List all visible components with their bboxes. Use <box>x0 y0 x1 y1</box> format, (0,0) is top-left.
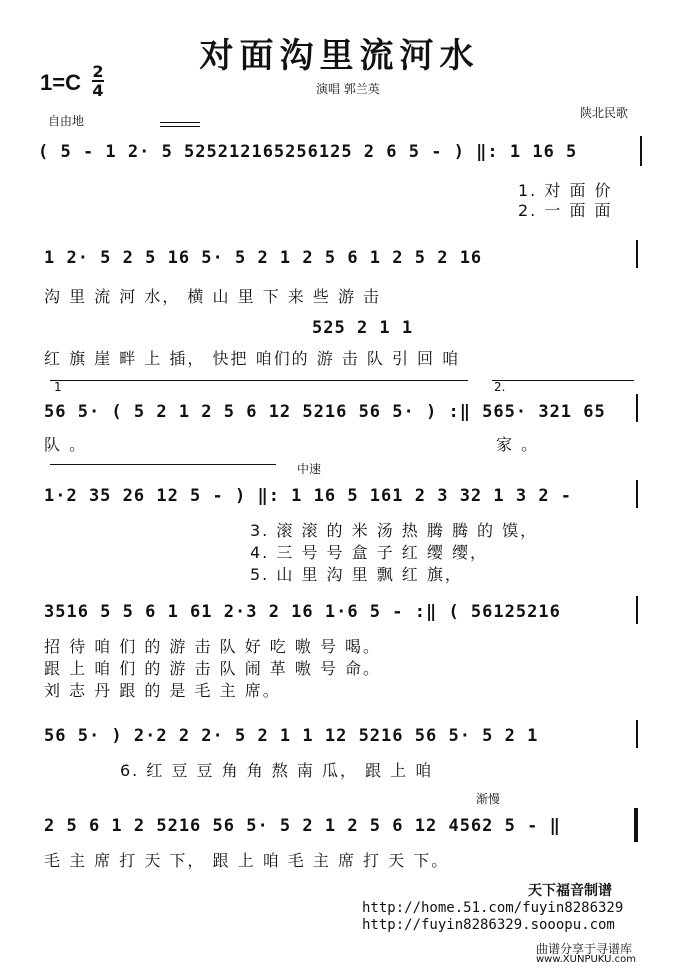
volta-1-number: 1 <box>54 380 62 394</box>
score-row-4: 1·2 35 26 12 5 - ) ‖: 1 16 5 161 2 3 32 1 3 2 - <box>44 486 573 506</box>
score-row-1: ( 5 - 1 2· 5 525212165256125 2 6 5 - ) ‖: 1 16 5 <box>38 142 578 162</box>
volta-2-bracket <box>492 380 634 381</box>
song-title: 对面沟里流河水 <box>199 36 480 76</box>
lyric-chorus-3: 招 待 咱 们 的 游 击 队 好 吃 嗷 号 喝。 <box>44 637 382 656</box>
volta-2-number: 2. <box>494 380 506 394</box>
lyric-verse-2-start: 2. 一 面 面 <box>518 201 613 220</box>
time-bottom: 4 <box>92 81 104 100</box>
lyric-chorus-4: 跟 上 咱 们 的 游 击 队 闹 革 嗷 号 命。 <box>44 659 382 678</box>
watermark-url: www.XUNPUKU.com <box>536 954 636 965</box>
tempo-free-marking: 自由地 <box>48 114 85 128</box>
barline <box>636 394 638 422</box>
tie-line <box>160 126 200 127</box>
lyric-ending-2: 家 。 <box>496 435 540 454</box>
lyric-ending-1: 队 。 <box>44 435 88 454</box>
lyric-row-2b: 红 旗 崖 畔 上 插， 快把 咱们的 游 击 队 引 回 咱 <box>44 349 461 368</box>
footer-url-2[interactable]: http://fuyin8286329.sooopu.com <box>362 917 615 933</box>
barline <box>636 480 638 508</box>
volta-bracket-continued <box>50 464 276 465</box>
score-row-5: 3516 5 5 6 1 61 2·3 2 16 1·6 5 - :‖ ( 56125216 <box>44 602 561 622</box>
lyric-verse-6: 6. 红 豆 豆 角 角 熬 南 瓜， 跟 上 咱 <box>120 761 434 780</box>
score-row-3: 56 5· ( 5 2 1 2 5 6 12 5216 56 5· ) :‖ 565· 321 65 <box>44 402 606 422</box>
barline <box>636 596 638 624</box>
tempo-slow-marking: 渐慢 <box>476 792 501 806</box>
lyric-row-2a: 沟 里 流 河 水， 横 山 里 下 来 些 游 击 <box>44 287 382 306</box>
footer-url-1[interactable]: http://home.51.com/fuyin8286329 <box>362 900 624 916</box>
time-signature <box>92 64 104 98</box>
barline <box>640 136 642 166</box>
barline <box>636 240 638 268</box>
lyric-verse-5: 5. 山 里 沟 里 飘 红 旗， <box>250 565 463 584</box>
score-row-6: 56 5· ) 2·2 2 2· 5 2 1 1 12 5216 56 5· 5 2 1 <box>44 726 539 746</box>
final-barline <box>634 808 638 842</box>
tempo-mid-marking: 中速 <box>297 462 322 476</box>
variant-notes: 525 2 1 1 <box>312 318 414 338</box>
lyric-verse-3: 3. 滚 滚 的 米 汤 热 腾 腾 的 馍， <box>250 521 539 540</box>
score-row-7: 2 5 6 1 2 5216 56 5· 5 2 1 2 5 6 12 4562 5 - ‖ <box>44 816 561 836</box>
footer-brand: 天下福音制谱 <box>528 883 612 899</box>
volta-1-bracket <box>50 380 468 381</box>
lyric-verse-4: 4. 三 号 号 盒 子 红 缨 缨， <box>250 543 488 562</box>
tie-line <box>160 122 200 123</box>
origin-label: 陕北民歌 <box>580 106 629 120</box>
key-signature: 1=C <box>40 70 81 95</box>
barline <box>636 720 638 748</box>
time-top: 2 <box>92 62 104 81</box>
performer-credit: 演唱 郭兰英 <box>316 82 380 96</box>
lyric-chorus-5: 刘 志 丹 跟 的 是 毛 主 席。 <box>44 681 281 700</box>
score-row-2: 1 2· 5 2 5 16 5· 5 2 1 2 5 6 1 2 5 2 16 <box>44 248 483 268</box>
lyric-verse-1-start: 1. 对 面 价 <box>518 181 613 200</box>
watermark-text: 曲谱分享于寻谱库 <box>536 942 633 956</box>
lyric-verse-6b: 毛 主 席 打 天 下， 跟 上 咱 毛 主 席 打 天 下。 <box>44 851 450 870</box>
